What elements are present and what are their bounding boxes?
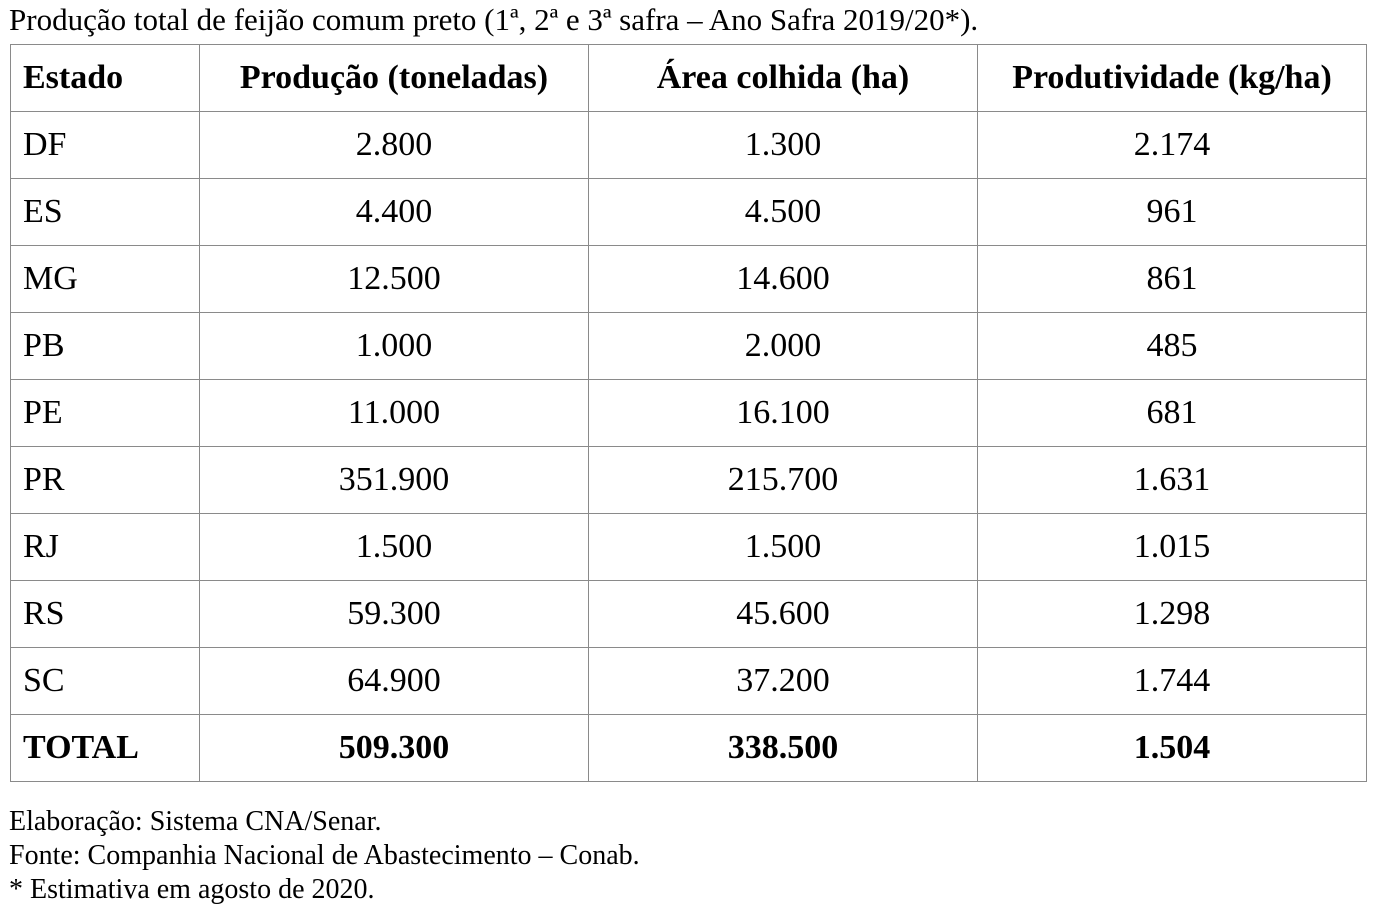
cell-estado: PB	[11, 313, 200, 380]
table-row	[11, 179, 1367, 246]
cell-produtividade: 2.174	[978, 112, 1367, 179]
note-fonte: Fonte: Companhia Nacional de Abastecimento – Conab.	[9, 840, 640, 871]
total-area: 338.500	[589, 715, 978, 782]
table-row	[11, 380, 1367, 447]
table-header-row	[11, 45, 1367, 112]
cell-area: 2.000	[589, 313, 978, 380]
table-row	[11, 246, 1367, 313]
cell-produtividade: 861	[978, 246, 1367, 313]
cell-producao: 4.400	[200, 179, 589, 246]
cell-producao: 351.900	[200, 447, 589, 514]
table-row	[11, 112, 1367, 179]
table-caption: Produção total de feijão comum preto (1ª, 2ª e 3ª safra – Ano Safra 2019/20*).	[9, 2, 979, 37]
cell-estado: DF	[11, 112, 200, 179]
header-produtividade: Produtividade (kg/ha)	[978, 45, 1367, 112]
cell-estado: RJ	[11, 514, 200, 581]
cell-area: 45.600	[589, 581, 978, 648]
cell-estado: PE	[11, 380, 200, 447]
table-row	[11, 648, 1367, 715]
cell-produtividade: 485	[978, 313, 1367, 380]
cell-area: 37.200	[589, 648, 978, 715]
header-estado: Estado	[11, 45, 200, 112]
table-row	[11, 581, 1367, 648]
note-elaboracao: Elaboração: Sistema CNA/Senar.	[9, 806, 382, 837]
header-producao: Produção (toneladas)	[200, 45, 589, 112]
cell-estado: MG	[11, 246, 200, 313]
cell-produtividade: 1.631	[978, 447, 1367, 514]
table-total-row	[11, 715, 1367, 782]
cell-produtividade: 1.298	[978, 581, 1367, 648]
table-row	[11, 514, 1367, 581]
cell-producao: 64.900	[200, 648, 589, 715]
cell-producao: 1.000	[200, 313, 589, 380]
cell-produtividade: 1.015	[978, 514, 1367, 581]
cell-producao: 2.800	[200, 112, 589, 179]
cell-estado: RS	[11, 581, 200, 648]
table-row	[11, 447, 1367, 514]
cell-estado: PR	[11, 447, 200, 514]
cell-area: 215.700	[589, 447, 978, 514]
cell-area: 4.500	[589, 179, 978, 246]
total-producao: 509.300	[200, 715, 589, 782]
cell-area: 1.300	[589, 112, 978, 179]
header-area-colhida: Área colhida (ha)	[589, 45, 978, 112]
total-produtividade: 1.504	[978, 715, 1367, 782]
cell-produtividade: 1.744	[978, 648, 1367, 715]
cell-area: 1.500	[589, 514, 978, 581]
cell-estado: ES	[11, 179, 200, 246]
production-table	[10, 44, 1367, 782]
total-label: TOTAL	[11, 715, 200, 782]
cell-estado: SC	[11, 648, 200, 715]
note-estimativa: * Estimativa em agosto de 2020.	[9, 874, 375, 905]
cell-producao: 11.000	[200, 380, 589, 447]
cell-produtividade: 961	[978, 179, 1367, 246]
cell-area: 16.100	[589, 380, 978, 447]
table-notes	[9, 805, 640, 907]
cell-producao: 1.500	[200, 514, 589, 581]
table-row	[11, 313, 1367, 380]
cell-produtividade: 681	[978, 380, 1367, 447]
cell-producao: 12.500	[200, 246, 589, 313]
cell-area: 14.600	[589, 246, 978, 313]
cell-producao: 59.300	[200, 581, 589, 648]
